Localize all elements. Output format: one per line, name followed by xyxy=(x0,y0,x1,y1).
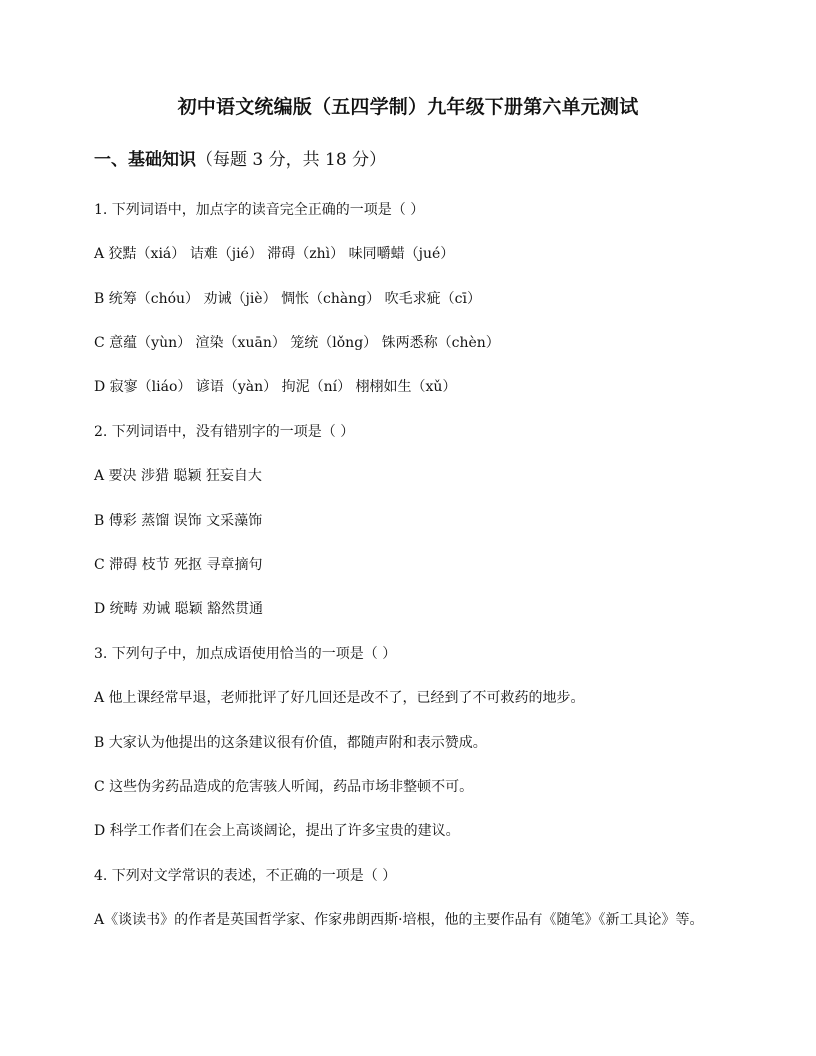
question-1-stem: 1. 下列词语中，加点字的读音完全正确的一项是（ ） xyxy=(94,202,425,218)
question-3-option-d: D 科学工作者们在会上高谈阔论，提出了许多宝贵的建议。 xyxy=(94,823,460,839)
question-2-option-a: A 要决 涉猎 聪颖 狂妄自大 xyxy=(94,468,262,484)
question-4-stem: 4. 下列对文学常识的表述，不正确的一项是（ ） xyxy=(94,868,397,884)
question-4-option-a: A《谈读书》的作者是英国哲学家、作家弗朗西斯·培根，他的主要作品有《随笔》《新工具论》等。 xyxy=(94,912,704,928)
section-score-note: （每题 3 分，共 18 分） xyxy=(196,150,387,170)
question-2-stem: 2. 下列词语中，没有错别字的一项是（ ） xyxy=(94,424,355,440)
section-title: 一、基础知识 xyxy=(94,150,196,170)
question-3-option-c: C 这些伪劣药品造成的危害骇人听闻，药品市场非整顿不可。 xyxy=(94,779,474,795)
question-2-option-b: B 傅彩 蒸馏 误饰 文采藻饰 xyxy=(94,513,263,529)
page-title: 初中语文统编版（五四学制）九年级下册第六单元测试 xyxy=(177,96,639,118)
question-2-option-d: D 统畴 劝诫 聪颖 豁然贯通 xyxy=(94,601,264,617)
question-1-option-a: A 狡黠（xiá） 诘难（jié） 滞碍（zhì） 味同嚼蜡（jué） xyxy=(94,246,455,262)
question-1-option-d: D 寂寥（liáo） 谚语（yàn） 拘泥（ní） 栩栩如生（xǔ） xyxy=(94,379,457,395)
question-2-option-c: C 滞碍 枝节 死抠 寻章摘句 xyxy=(94,557,263,573)
question-1-option-c: C 意蕴（yùn） 渲染（xuān） 笼统（lǒng） 铢两悉称（chèn） xyxy=(94,335,500,351)
question-1-option-b: B 统筹（chóu） 劝诫（jiè） 惆怅（chàng） 吹毛求疵（cī） xyxy=(94,291,481,307)
question-3-option-b: B 大家认为他提出的这条建议很有价值，都随声附和表示赞成。 xyxy=(94,735,487,751)
question-3-option-a: A 他上课经常早退，老师批评了好几回还是改不了，已经到了不可救药的地步。 xyxy=(94,690,585,706)
section-heading xyxy=(94,146,386,174)
question-3-stem: 3. 下列句子中，加点成语使用恰当的一项是（ ） xyxy=(94,646,397,662)
